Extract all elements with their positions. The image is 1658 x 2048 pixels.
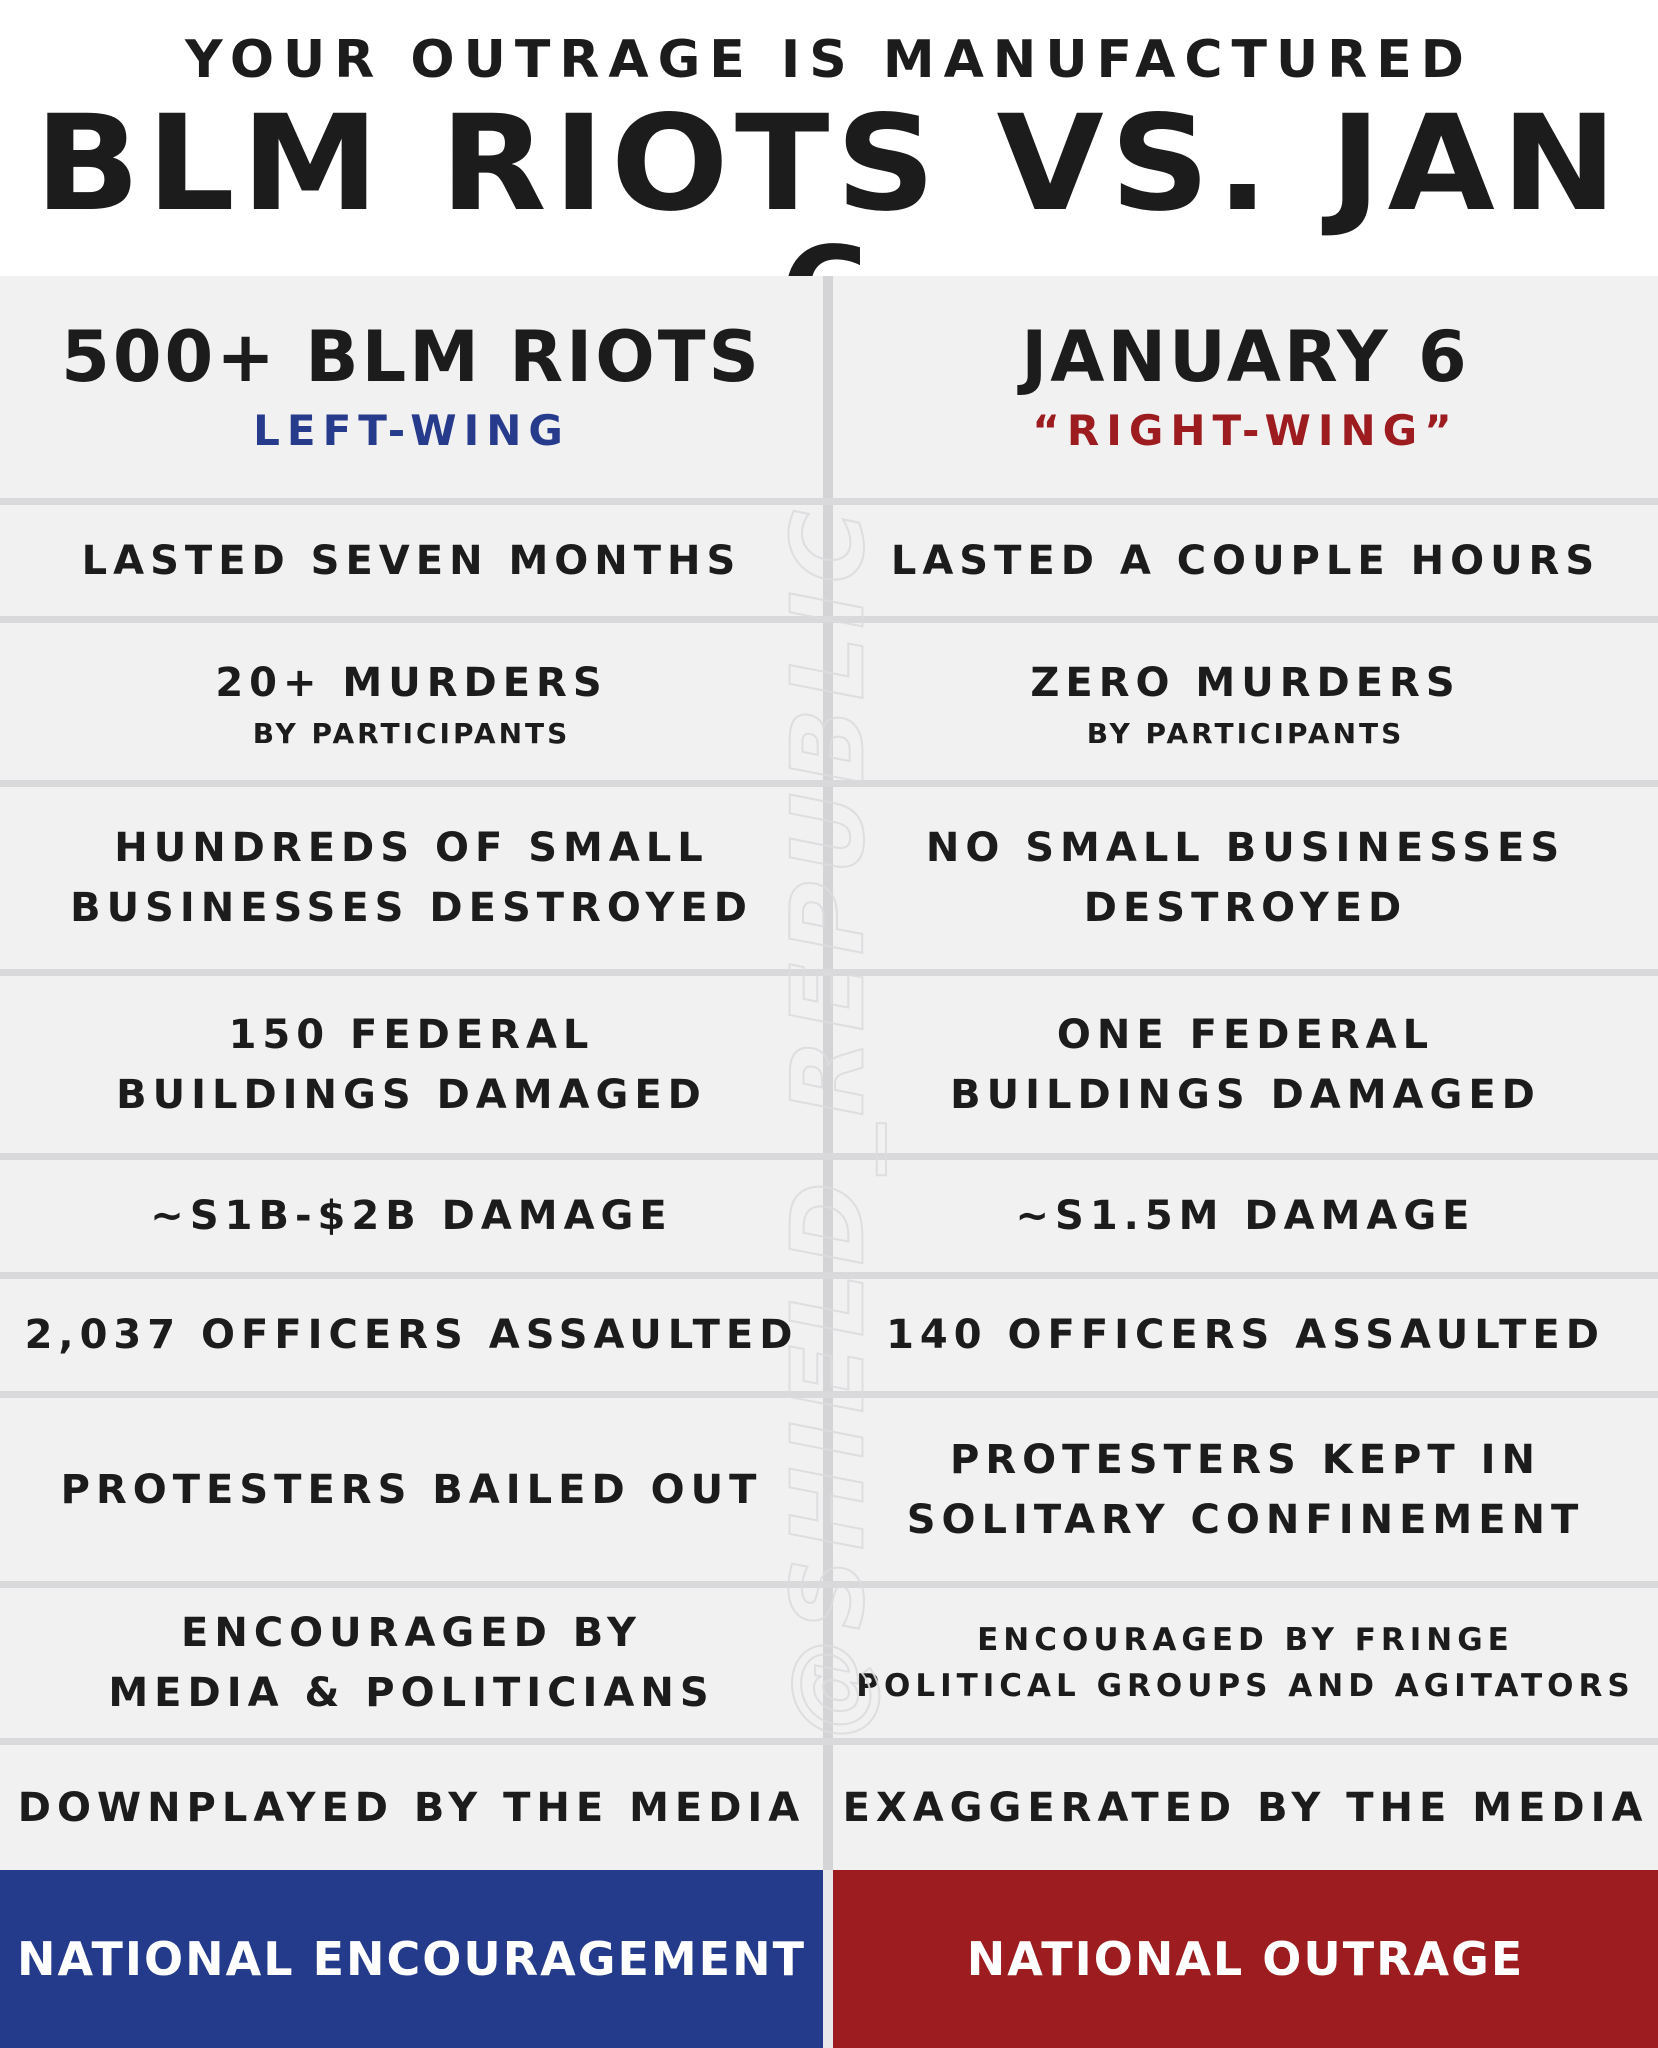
cell-text: ONE FEDERAL (1056, 1011, 1435, 1058)
cell-text: ~S1.5M DAMAGE (1015, 1193, 1476, 1239)
left-column-title: 500+ BLM RIOTS (61, 316, 762, 398)
cell-text: LASTED SEVEN MONTHS (81, 537, 742, 584)
cell-note: BY PARTICIPANTS (252, 717, 571, 750)
left-column-header (0, 276, 823, 498)
left-column-subtitle: LEFT-WING (253, 406, 570, 455)
cell-text: POLITICAL GROUPS AND AGITATORS (856, 1668, 1635, 1704)
cell-text: BUSINESSES DESTROYED (70, 885, 753, 931)
footer-left-banner (0, 1870, 823, 2048)
row-cell-right (833, 1745, 1658, 1870)
cell-text: HUNDREDS OF SMALL (114, 825, 709, 871)
header (0, 0, 1658, 276)
row-cell-right (833, 1588, 1658, 1738)
cell-text: DOWNPLAYED BY THE MEDIA (17, 1784, 806, 1831)
row-cell-left (0, 1588, 823, 1738)
right-column-subtitle: “RIGHT-WING” (1032, 406, 1459, 455)
right-column-title: JANUARY 6 (1021, 316, 1470, 398)
cell-text: MEDIA & POLITICIANS (108, 1670, 715, 1716)
cell-text: SOLITARY CONFINEMENT (906, 1496, 1585, 1543)
row-cell-left (0, 1398, 823, 1581)
cell-text: PROTESTERS BAILED OUT (60, 1466, 763, 1513)
row-cell-left (0, 976, 823, 1153)
cell-text: PROTESTERS KEPT IN (950, 1436, 1541, 1483)
cell-text: ENCOURAGED BY (181, 1610, 642, 1656)
row-cell-left (0, 623, 823, 780)
footer-right-label: NATIONAL OUTRAGE (966, 1932, 1525, 1986)
row-cell-right (833, 976, 1658, 1153)
cell-text: ZERO MURDERS (1030, 660, 1461, 706)
footer-divider (823, 1870, 833, 2048)
row-cell-right (833, 505, 1658, 616)
cell-note: BY PARTICIPANTS (1086, 717, 1405, 750)
row-cell-left (0, 1160, 823, 1272)
row-cell-left (0, 1279, 823, 1391)
table-row (0, 1745, 1658, 1870)
page-title: BLM RIOTS VS. JAN (34, 87, 1624, 241)
subtitle: YOUR OUTRAGE IS MANUFACTURED (185, 30, 1473, 90)
row-cell-left (0, 787, 823, 969)
footer-right-banner (833, 1870, 1658, 2048)
row-cell-right (833, 1398, 1658, 1581)
row-divider (0, 1738, 1658, 1745)
cell-text: BUILDINGS DAMAGED (950, 1071, 1541, 1118)
row-cell-left (0, 1745, 823, 1870)
row-cell-right (833, 787, 1658, 969)
cell-text: ENCOURAGED BY FRINGE (977, 1621, 1514, 1658)
watermark: @SHIELD_REPUBLIC (769, 501, 887, 1739)
right-column-header (833, 276, 1658, 498)
row-cell-right (833, 623, 1658, 780)
column-header-row (0, 276, 1658, 498)
cell-text: EXAGGERATED BY THE MEDIA (842, 1784, 1649, 1831)
row-cell-right (833, 1160, 1658, 1272)
cell-text: 20+ MURDERS (215, 660, 608, 706)
cell-text: 150 FEDERAL (228, 1011, 595, 1058)
row-cell-right (833, 1279, 1658, 1391)
cell-text: ~S1B-$2B DAMAGE (150, 1193, 673, 1239)
footer-left-label: NATIONAL ENCOURAGEMENT (17, 1932, 806, 1986)
cell-text: LASTED A COUPLE HOURS (890, 537, 1601, 584)
cell-text: NO SMALL BUSINESSES (925, 825, 1566, 871)
cell-text: 2,037 OFFICERS ASSAULTED (24, 1312, 799, 1358)
cell-text: BUILDINGS DAMAGED (116, 1071, 707, 1118)
row-cell-left (0, 505, 823, 616)
cell-text: DESTROYED (1083, 885, 1408, 931)
cell-text: 140 OFFICERS ASSAULTED (886, 1312, 1605, 1358)
